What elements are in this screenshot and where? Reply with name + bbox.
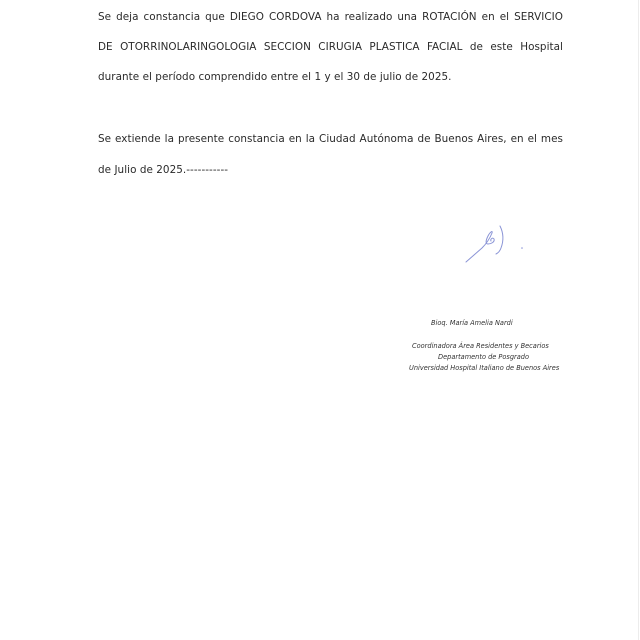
page-edge-divider (638, 0, 639, 640)
signatory-name: Bioq. María Amelia Nardi (431, 319, 513, 327)
paragraph-1-line-1: Se deja constancia que DIEGO CORDOVA ha realizado una ROTACIÓN en el SERVICIO (98, 11, 563, 23)
paragraph-2-line-2: de Julio de 2025.----------- (98, 164, 229, 176)
paragraph-2-line-1: Se extiende la presente constancia en la Ciudad Autónoma de Buenos Aires, en el mes (98, 133, 563, 145)
handwritten-signature-icon (460, 218, 535, 268)
paragraph-1-line-3: durante el período comprendido entre el 1 y el 30 de julio de 2025. (98, 71, 452, 83)
paragraph-1-line-2: DE OTORRINOLARINGOLOGIA SECCION CIRUGIA PLASTICA FACIAL de este Hospital (98, 41, 563, 53)
signatory-role: Coordinadora Área Residentes y Becarios (412, 342, 549, 350)
signatory-department: Departamento de Posgrado (438, 353, 530, 361)
signatory-institution: Universidad Hospital Italiano de Buenos Aires (409, 364, 560, 372)
